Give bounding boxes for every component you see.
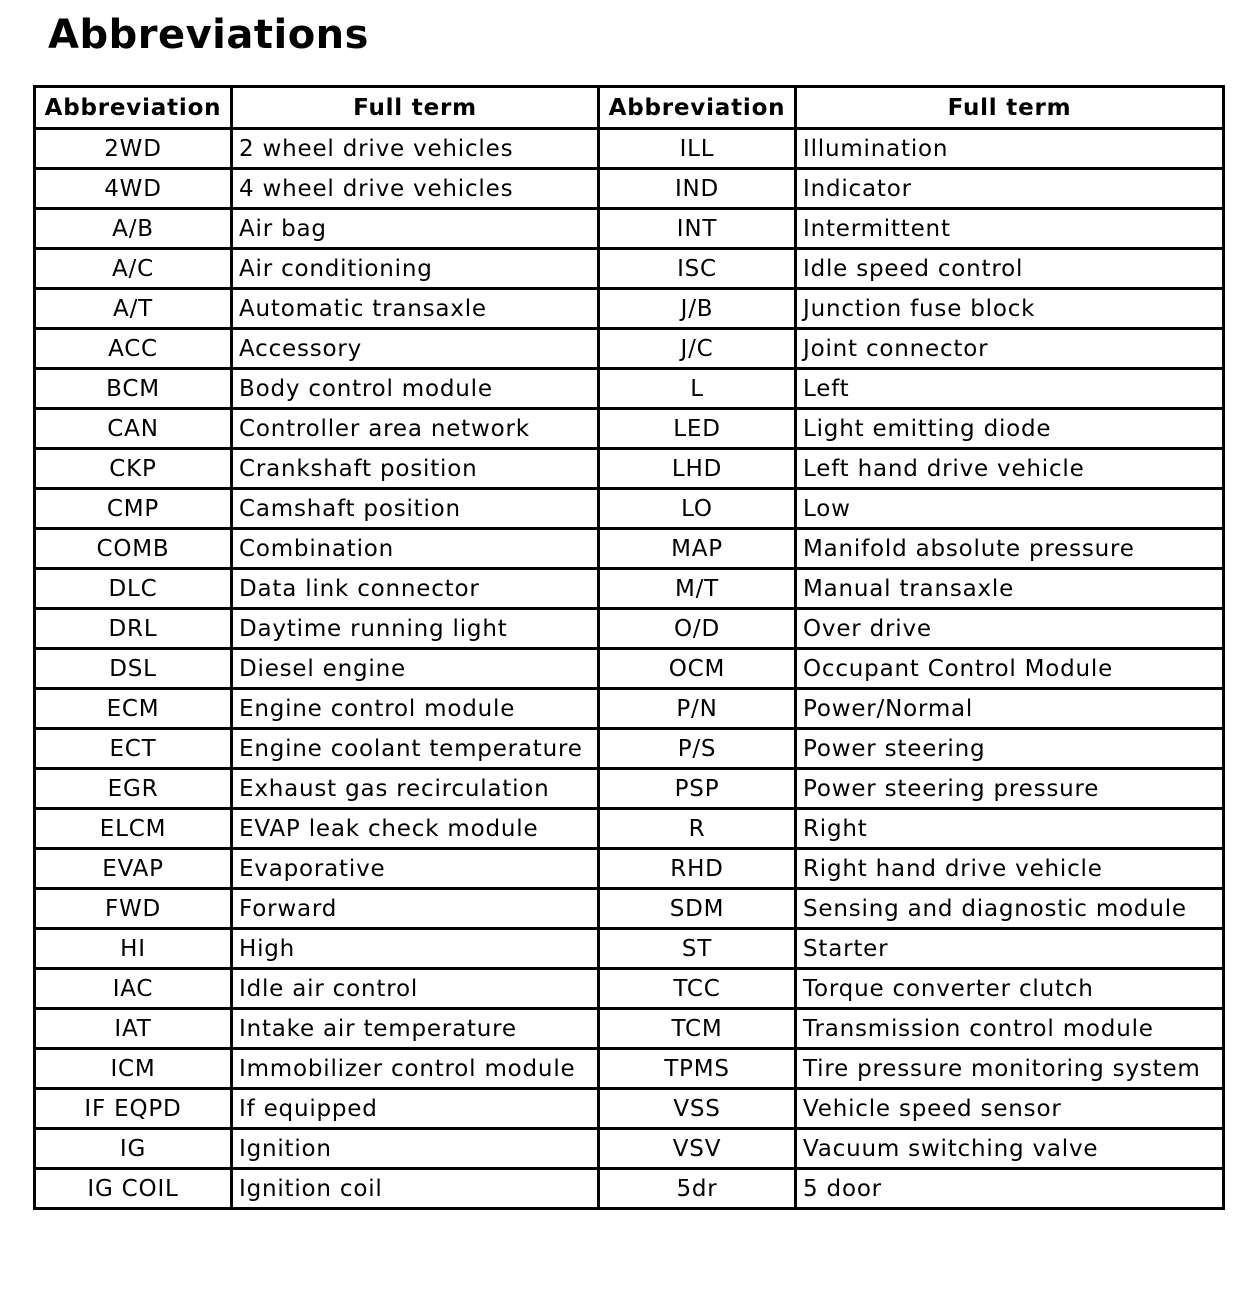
full-term-cell: Forward: [232, 889, 599, 929]
abbreviation-cell: ICM: [35, 1049, 232, 1089]
table-row: [35, 409, 1224, 449]
full-term-cell: Power/Normal: [796, 689, 1224, 729]
abbreviation-cell: HI: [35, 929, 232, 969]
abbreviation-cell: ST: [599, 929, 796, 969]
abbreviation-cell: M/T: [599, 569, 796, 609]
table-row: [35, 1169, 1224, 1209]
abbreviation-cell: CKP: [35, 449, 232, 489]
full-term-cell: Idle air control: [232, 969, 599, 1009]
full-term-cell: Power steering pressure: [796, 769, 1224, 809]
full-term-cell: Left hand drive vehicle: [796, 449, 1224, 489]
full-term-cell: Combination: [232, 529, 599, 569]
abbreviation-cell: COMB: [35, 529, 232, 569]
full-term-cell: 4 wheel drive vehicles: [232, 169, 599, 209]
full-term-cell: Light emitting diode: [796, 409, 1224, 449]
full-term-cell: Body control module: [232, 369, 599, 409]
abbreviation-cell: ISC: [599, 249, 796, 289]
full-term-cell: Air bag: [232, 209, 599, 249]
abbreviation-cell: BCM: [35, 369, 232, 409]
abbreviation-cell: LHD: [599, 449, 796, 489]
abbreviation-cell: IG COIL: [35, 1169, 232, 1209]
full-term-cell: Vacuum switching valve: [796, 1129, 1224, 1169]
full-term-cell: EVAP leak check module: [232, 809, 599, 849]
abbreviation-cell: 5dr: [599, 1169, 796, 1209]
abbreviation-cell: IF EQPD: [35, 1089, 232, 1129]
full-term-cell: Junction fuse block: [796, 289, 1224, 329]
abbreviation-cell: R: [599, 809, 796, 849]
header-full-term-left: Full term: [232, 87, 599, 129]
abbreviations-table: [33, 85, 1225, 1210]
abbreviation-cell: A/C: [35, 249, 232, 289]
full-term-cell: Intermittent: [796, 209, 1224, 249]
full-term-cell: Vehicle speed sensor: [796, 1089, 1224, 1129]
full-term-cell: Tire pressure monitoring system: [796, 1049, 1224, 1089]
table-row: [35, 969, 1224, 1009]
table-row: [35, 489, 1224, 529]
abbreviation-cell: CAN: [35, 409, 232, 449]
abbreviation-cell: PSP: [599, 769, 796, 809]
full-term-cell: Sensing and diagnostic module: [796, 889, 1224, 929]
table-row: [35, 249, 1224, 289]
table-row: [35, 889, 1224, 929]
abbreviation-cell: DLC: [35, 569, 232, 609]
table-row: [35, 169, 1224, 209]
table-row: [35, 1129, 1224, 1169]
table-row: [35, 769, 1224, 809]
abbreviation-cell: MAP: [599, 529, 796, 569]
abbreviation-cell: RHD: [599, 849, 796, 889]
abbreviation-cell: OCM: [599, 649, 796, 689]
abbreviation-cell: DRL: [35, 609, 232, 649]
full-term-cell: Transmission control module: [796, 1009, 1224, 1049]
full-term-cell: Indicator: [796, 169, 1224, 209]
full-term-cell: Exhaust gas recirculation: [232, 769, 599, 809]
table-row: [35, 1089, 1224, 1129]
full-term-cell: Evaporative: [232, 849, 599, 889]
full-term-cell: Automatic transaxle: [232, 289, 599, 329]
abbreviation-cell: IND: [599, 169, 796, 209]
table-row: [35, 529, 1224, 569]
table-row: [35, 449, 1224, 489]
full-term-cell: Idle speed control: [796, 249, 1224, 289]
abbreviation-cell: INT: [599, 209, 796, 249]
full-term-cell: Air conditioning: [232, 249, 599, 289]
abbreviation-cell: O/D: [599, 609, 796, 649]
abbreviation-cell: FWD: [35, 889, 232, 929]
full-term-cell: Ignition: [232, 1129, 599, 1169]
full-term-cell: 2 wheel drive vehicles: [232, 129, 599, 169]
full-term-cell: Left: [796, 369, 1224, 409]
table-row: [35, 329, 1224, 369]
page-title: Abbreviations: [48, 12, 369, 58]
full-term-cell: Daytime running light: [232, 609, 599, 649]
table-row: [35, 649, 1224, 689]
abbreviation-cell: ACC: [35, 329, 232, 369]
abbreviation-cell: P/N: [599, 689, 796, 729]
full-term-cell: Occupant Control Module: [796, 649, 1224, 689]
abbreviation-cell: LO: [599, 489, 796, 529]
full-term-cell: Engine coolant temperature: [232, 729, 599, 769]
table-row: [35, 609, 1224, 649]
abbreviation-cell: TPMS: [599, 1049, 796, 1089]
abbreviation-cell: VSS: [599, 1089, 796, 1129]
full-term-cell: Joint connector: [796, 329, 1224, 369]
table-row: [35, 1009, 1224, 1049]
table-row: [35, 849, 1224, 889]
full-term-cell: Crankshaft position: [232, 449, 599, 489]
full-term-cell: Over drive: [796, 609, 1224, 649]
abbreviation-cell: EVAP: [35, 849, 232, 889]
full-term-cell: Manual transaxle: [796, 569, 1224, 609]
table-row: [35, 809, 1224, 849]
full-term-cell: Right: [796, 809, 1224, 849]
abbreviation-cell: J/C: [599, 329, 796, 369]
full-term-cell: Diesel engine: [232, 649, 599, 689]
table-header-row: [35, 87, 1224, 129]
abbreviation-cell: J/B: [599, 289, 796, 329]
table-body: [35, 129, 1224, 1209]
abbreviation-cell: CMP: [35, 489, 232, 529]
header-abbreviation-right: Abbreviation: [599, 87, 796, 129]
full-term-cell: Illumination: [796, 129, 1224, 169]
abbreviation-cell: EGR: [35, 769, 232, 809]
abbreviation-cell: A/T: [35, 289, 232, 329]
full-term-cell: Ignition coil: [232, 1169, 599, 1209]
table-row: [35, 569, 1224, 609]
abbreviation-cell: DSL: [35, 649, 232, 689]
abbreviation-cell: 4WD: [35, 169, 232, 209]
abbreviation-cell: LED: [599, 409, 796, 449]
full-term-cell: Torque converter clutch: [796, 969, 1224, 1009]
full-term-cell: Camshaft position: [232, 489, 599, 529]
table-row: [35, 729, 1224, 769]
full-term-cell: Engine control module: [232, 689, 599, 729]
table-row: [35, 369, 1224, 409]
full-term-cell: Immobilizer control module: [232, 1049, 599, 1089]
abbreviation-cell: P/S: [599, 729, 796, 769]
abbreviation-cell: ILL: [599, 129, 796, 169]
table-row: [35, 689, 1224, 729]
header-abbreviation-left: Abbreviation: [35, 87, 232, 129]
abbreviation-cell: ECT: [35, 729, 232, 769]
abbreviation-cell: IG: [35, 1129, 232, 1169]
abbreviation-cell: L: [599, 369, 796, 409]
abbreviation-cell: 2WD: [35, 129, 232, 169]
abbreviation-cell: A/B: [35, 209, 232, 249]
abbreviation-cell: VSV: [599, 1129, 796, 1169]
full-term-cell: 5 door: [796, 1169, 1224, 1209]
abbreviation-cell: TCC: [599, 969, 796, 1009]
full-term-cell: Accessory: [232, 329, 599, 369]
abbreviation-cell: ECM: [35, 689, 232, 729]
table-row: [35, 209, 1224, 249]
full-term-cell: High: [232, 929, 599, 969]
full-term-cell: Manifold absolute pressure: [796, 529, 1224, 569]
full-term-cell: Data link connector: [232, 569, 599, 609]
abbreviation-cell: IAT: [35, 1009, 232, 1049]
abbreviation-cell: IAC: [35, 969, 232, 1009]
full-term-cell: Starter: [796, 929, 1224, 969]
header-full-term-right: Full term: [796, 87, 1224, 129]
table-row: [35, 929, 1224, 969]
table-row: [35, 289, 1224, 329]
full-term-cell: Intake air temperature: [232, 1009, 599, 1049]
abbreviation-cell: TCM: [599, 1009, 796, 1049]
full-term-cell: Power steering: [796, 729, 1224, 769]
abbreviation-cell: SDM: [599, 889, 796, 929]
table-row: [35, 1049, 1224, 1089]
full-term-cell: Right hand drive vehicle: [796, 849, 1224, 889]
table-row: [35, 129, 1224, 169]
full-term-cell: Low: [796, 489, 1224, 529]
full-term-cell: If equipped: [232, 1089, 599, 1129]
full-term-cell: Controller area network: [232, 409, 599, 449]
abbreviation-cell: ELCM: [35, 809, 232, 849]
